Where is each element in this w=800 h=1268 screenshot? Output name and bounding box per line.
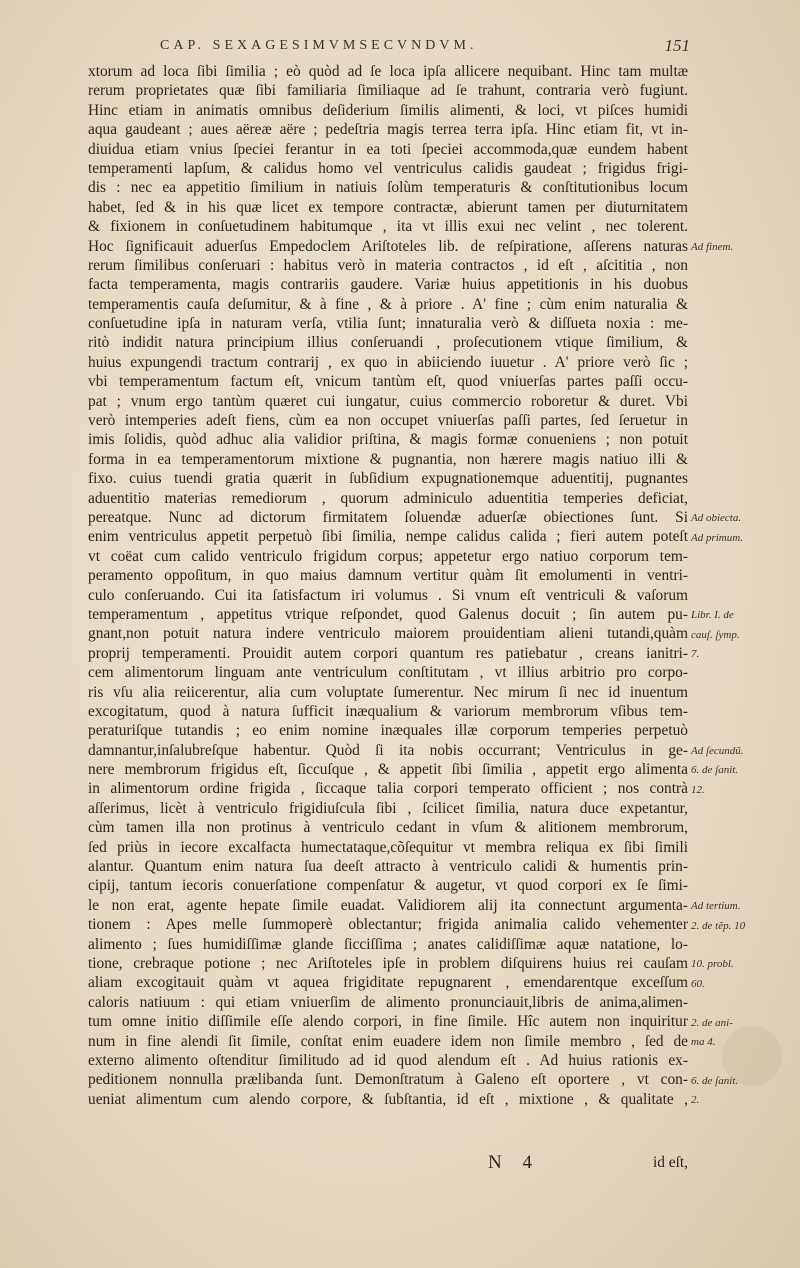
text-line: temperamentis cauſa deſumitur, & à fine , & à priore . A' fine ; cùm enim naturalia & — [88, 295, 688, 313]
text-line: cipij, tantum iecoris conuerſatione compenſatur & augetur, vt quod corpori ex ſe ſimi- — [88, 877, 688, 895]
text-line: caloris natiuum : qui etiam vniuerſim de alimento pronunciauit,libris de anima,alimen- — [88, 993, 688, 1011]
text-line: vbi temperamentum factum eſt, vnicum tantùm eſt, quod vniuerſas partes paſſi occu- — [88, 373, 688, 391]
margin-note: Ad finem. — [691, 240, 734, 253]
text-line: temperamentum , appetitus vtrique reſpondet, quod Galenus docuit ; ſin autem pu- — [88, 605, 688, 623]
text-line: proprij temperamenti. Prouidit autem corpori quantum res patiebatur , creans ianitri- — [88, 644, 688, 662]
text-line: vt coëat cum calido ventriculo frigidum corpus; appetetur ergo natiuo corporum tem- — [88, 547, 688, 565]
text-line: habet, ſed & in his quæ licet ex tempore contractæ, abierunt tamen per diuturnitatem — [88, 198, 688, 216]
text-line: nere membrorum frigidus eſt, ſiccuſque , & appetit ſibi ſimilia , appetit ergo alimenta — [88, 761, 688, 779]
text-line: aduentitio materias remediorum , quorum adminiculo aduentitia temperies deficiat, — [88, 489, 688, 507]
text-line: huius expungendi tractum contrarij , ex quo in abiiciendo iuuetur . A' priore verò ſic ; — [88, 353, 688, 371]
margin-note: cauſ. ſymp. — [691, 628, 740, 641]
margin-note: 60. — [691, 977, 705, 990]
text-line: imis ſolidis, quòd adhuc alia validior priſtina, & magis formæ conueniens ; non potuit — [88, 431, 688, 449]
main-text-block — [88, 62, 688, 1109]
margin-note: Ad obiecta. — [691, 512, 742, 525]
margin-note: 6. de ſanit. — [691, 764, 739, 777]
signature-mark: N 4 — [488, 1152, 540, 1173]
text-line: culo conſeruando. Cui ita ſatisfactum iri volumus . Si vnum eſt ventriculi & vaſorum — [88, 586, 688, 604]
text-line: peraturiſque tutandis ; eo enim nomine inæquales illæ corporum temperies perpetuò — [88, 722, 688, 740]
paper-stain — [722, 1026, 782, 1086]
page-header — [150, 38, 690, 60]
text-line: externo alimento oſtenditur ſimilitudo ad id quod alendum eſt . Ad huius rationis ex- — [88, 1051, 688, 1069]
text-line: fixo. cuius tuendi gratia quærit in ſubſidium expugnationemque aduentitij, pugnantes — [88, 470, 688, 488]
margin-note: Ad tertium. — [691, 900, 741, 913]
text-line: diuidua etiam vnius ſpeciei ferantur in ea toti ſpeciei accommoda,quæ eundem habent — [88, 140, 688, 158]
text-line: Hinc etiam in animatis omnibus deſiderium ſimilis alimenti, & loci, vt piſces humidi — [88, 101, 688, 119]
catchword: id eſt, — [652, 1154, 688, 1171]
text-line: le non erat, agente hepate ſimile euadat. Validiorem alij ita connectunt argumenta- — [88, 896, 688, 914]
text-line: ſed priùs in iecore excalfacta humectataque,cõſequitur vt membra reliqua ex ſibi ſimili — [88, 838, 688, 856]
text-line: peramento oppoſitum, in quo maius damnum vertitur quàm ſit emolumenti in ventri- — [88, 567, 688, 585]
text-line: temperamenti lapſum, & calidus homo vel ventriculus calidis gaudeat ; frigidus frigi- — [88, 159, 688, 177]
text-line: & fixionem in conſuetudinem habitumque , ita vt illis exui nec velint , nec tolerent. — [88, 218, 688, 236]
text-line: excogitatum, quod à natura ſufficit inæqualium & variorum membrorum vſibus tem- — [88, 702, 688, 720]
text-line: peditionem nonnulla prælibanda ſunt. Demonſtratum à Galeno eſt oportere , vt con- — [88, 1071, 688, 1089]
page-number: 151 — [664, 36, 690, 55]
margin-note: 6. de ſanit. — [691, 1074, 739, 1087]
text-line: forma in ea temperamentorum mixtione & pugnantia, non hærere magis natiuo illi & — [88, 450, 688, 468]
running-head: CAP. SEXAGESIMVMSECVNDVM. — [160, 38, 478, 53]
text-line: facta temperamenta, magis contrariis gaudere. Variæ huius appetitionis in his duobus — [88, 276, 688, 294]
text-line: xtorum ad loca ſibi ſimilia ; eò quòd ad ſe loca ipſa allicere nequibant. Hinc tam multæ — [88, 63, 688, 80]
text-line: alantur. Quantum enim natura ſua deeſt attracto à ventriculo calidi & humentis prin- — [88, 858, 688, 876]
margin-note: Ad primum. — [691, 531, 743, 544]
margin-note: 2. — [691, 1094, 700, 1107]
margin-note: 2. de ani- — [691, 1016, 733, 1029]
text-line: aqua gaudeant ; aues aëreæ aëre ; pedeſtria magis terrea terra ipſa. Hinc etiam fit, vt in- — [88, 121, 688, 139]
margin-note: 7. — [691, 648, 700, 660]
margin-note: Ad ſecundũ. — [691, 745, 744, 757]
margin-note: 10. probl. — [691, 958, 734, 971]
margin-note: 12. — [691, 783, 705, 796]
text-line: tum omne initio diſſimile eſſe alendo corpori, in fine ſimile. Hîc autem non inquiritur — [88, 1013, 688, 1031]
margin-note: Libr. I. de — [691, 609, 734, 622]
text-line: alimento ; ſues humidiſſimæ glande ſicciſſima ; anates calidiſſimæ aquæ natatione, lo- — [88, 935, 688, 953]
text-line: gnant,non potuit natura indere ventriculo maiorem prouidentiam alieni tutandi,quàm — [88, 625, 688, 643]
text-line: cem alimentorum linguam ante ventriculum conſtitutam , vt illius arbitrio pro corpo- — [88, 664, 688, 682]
text-line: in alimentorum ordine frigida , ſiccaque talia corpori temperato officient ; nos contrà — [88, 780, 688, 798]
text-line: Hoc ſignificauit aduerſus Empedoclem Ariſtoteles lib. de reſpiratione, aſſerens naturas — [88, 237, 688, 255]
text-line: damnantur,inſalubreſque habentur. Quòd ſi ita nobis occurrant; Ventriculus in ge- — [88, 741, 688, 759]
margin-note: 2. de tẽp. 10 — [691, 919, 746, 932]
text-line: aliam excogitauit quàm vt aquea frigiditate repugnarent , emendarentque exceſſum — [88, 974, 688, 992]
text-line: cùm tamen illa non protinus à ventriculo cedant in vſum & alitionem membrorum, — [88, 819, 688, 837]
text-line: enim ventriculus appetit perpetuò ſibi ſimilia, nempe calidus calida ; fieri autem poteſt — [88, 528, 688, 546]
text-line: ris vſu alia reiicerentur, alia cum voluptate ſumerentur. Nec mirum ſi nec id inuentum — [88, 683, 688, 701]
text-line: pat ; vnum ergo tantùm quæret cui iungatur, cuius commercio roboretur & duret. Vbi — [88, 392, 688, 410]
text-line: tione, crebraque potione ; nec Ariſtoteles ipſe in problem diſquirens huius rei cauſam — [88, 954, 688, 972]
page-footer — [88, 1152, 688, 1174]
text-line: ritò indidit natura principium illius conſeruandi , proſecutionem vtique ſimilium, & — [88, 334, 688, 352]
text-line: dis : nec ea appetitio ſimilium in natiuis ſolùm temperaturis & conſtitutionibus locum — [88, 179, 688, 197]
text-line: ueniat alimentum cum alendo corpore, & ſubſtantia, id eſt , mixtione , & qualitate , — [88, 1090, 688, 1108]
margin-note: ma 4. — [691, 1036, 716, 1048]
text-line: aſſerimus, licèt à ventriculo frigidiuſcula ſibi , ſcilicet ſimilia, natura duce expetantur, — [88, 799, 688, 817]
text-line: verò intemperies adeſt fiens, cùm ea non occupet vniuerſas paſſi partes, ſed ſeruetur in — [88, 412, 688, 430]
text-line: rerum ſimilibus conſeruari : habitus verò in materia contractos , id eſt , aſcititia , non — [88, 256, 688, 274]
text-line: conſuetudine ipſa in naturam verſa, vtilia ſunt; innaturalia verò & diſſueta noxia : me- — [88, 315, 688, 333]
text-line: tionem : Apes melle ſummoperè oblectantur; frigida animalia calido vehementer — [88, 916, 688, 934]
text-line: rerum proprietates quæ ſibi familiaria ſimiliaque ad ſe trahunt, contraria verò fugiunt. — [88, 82, 688, 100]
text-line: num in fine alendi ſit ſimile, conſtat enim euadere idem non ſimile membro , ſed de — [88, 1032, 688, 1050]
text-line: pereatque. Nunc ad dictorum firmitatem ſoluendæ aduerſæ obiectiones ſunt. Si — [88, 508, 688, 526]
